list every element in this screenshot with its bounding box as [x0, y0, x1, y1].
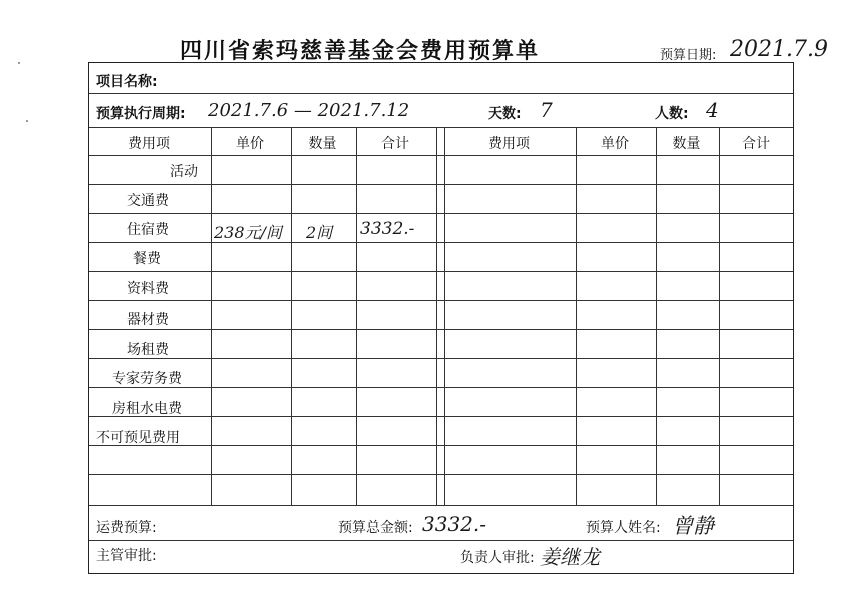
col-header-price-right: 单价: [601, 136, 629, 152]
row-divider: [89, 127, 793, 128]
row-item-transport: 交通费: [127, 193, 169, 209]
project-name-label: 项目名称:: [96, 74, 158, 90]
row-item-materials: 资料费: [127, 281, 169, 297]
col-divider: [656, 127, 657, 505]
lodging-qty: 2间: [306, 223, 333, 242]
col-header-qty-right: 数量: [672, 136, 701, 152]
people-value: 4: [706, 98, 719, 122]
row-divider: [89, 329, 793, 330]
period-value: 2021.7.6 — 2021.7.12: [208, 100, 410, 121]
col-divider: [291, 127, 292, 505]
row-divider: [89, 300, 793, 301]
days-value: 7: [540, 98, 553, 122]
row-divider: [89, 184, 793, 185]
row-item-activity: 活动: [170, 164, 198, 180]
people-label: 人数:: [655, 106, 689, 122]
responsible-approval-label: 负责人审批:: [460, 550, 535, 566]
budget-date-value: 2021.7.9: [730, 37, 828, 62]
preparer-label: 预算人姓名:: [586, 520, 661, 536]
preparer-signature: 曾静: [672, 514, 714, 538]
lodging-total: 3332.-: [360, 219, 415, 239]
row-divider: [89, 474, 793, 475]
col-header-item: 费用项: [128, 136, 170, 152]
page-title: 四川省索玛慈善基金会费用预算单: [180, 38, 541, 64]
row-item-expert-fee: 专家劳务费: [112, 371, 182, 387]
budget-date-label: 预算日期:: [660, 48, 717, 63]
row-divider: [89, 445, 793, 446]
freight-budget-label: 运费预算:: [96, 520, 157, 536]
col-divider: [719, 127, 720, 505]
row-item-venue: 场租费: [127, 342, 169, 358]
supervisor-approval-label: 主管审批:: [96, 548, 157, 564]
col-divider: [356, 127, 357, 505]
period-label: 预算执行周期:: [96, 106, 186, 122]
col-divider: [436, 127, 437, 505]
row-item-rent-utilities: 房租水电费: [112, 401, 182, 417]
col-header-total-right: 合计: [742, 136, 770, 152]
scan-speck: [26, 120, 28, 122]
col-header-qty: 数量: [308, 136, 337, 152]
total-amount-value: 3332.-: [422, 512, 487, 536]
col-divider: [444, 127, 445, 505]
row-item-lodging: 住宿费: [127, 222, 169, 238]
row-divider: [89, 540, 793, 541]
col-divider: [211, 127, 212, 505]
row-item-equipment: 器材费: [127, 312, 169, 328]
col-header-total: 合计: [381, 136, 409, 152]
row-divider: [89, 213, 793, 214]
row-divider: [89, 271, 793, 272]
row-divider: [89, 242, 793, 243]
scan-speck: [18, 62, 20, 64]
row-item-meals: 餐费: [133, 251, 161, 267]
row-divider: [89, 416, 793, 417]
row-divider: [89, 358, 793, 359]
total-amount-label: 预算总金额:: [338, 520, 413, 536]
responsible-signature: 姜继龙: [540, 545, 600, 569]
col-header-item-right: 费用项: [488, 136, 530, 152]
col-divider: [576, 127, 577, 505]
lodging-price: 238元/间: [214, 223, 282, 242]
row-divider: [89, 155, 793, 156]
row-divider: [89, 387, 793, 388]
row-item-contingency: 不可预见费用: [96, 430, 180, 446]
row-divider: [89, 93, 793, 94]
row-divider: [89, 505, 793, 506]
col-header-price: 单价: [236, 136, 264, 152]
days-label: 天数:: [488, 106, 522, 122]
